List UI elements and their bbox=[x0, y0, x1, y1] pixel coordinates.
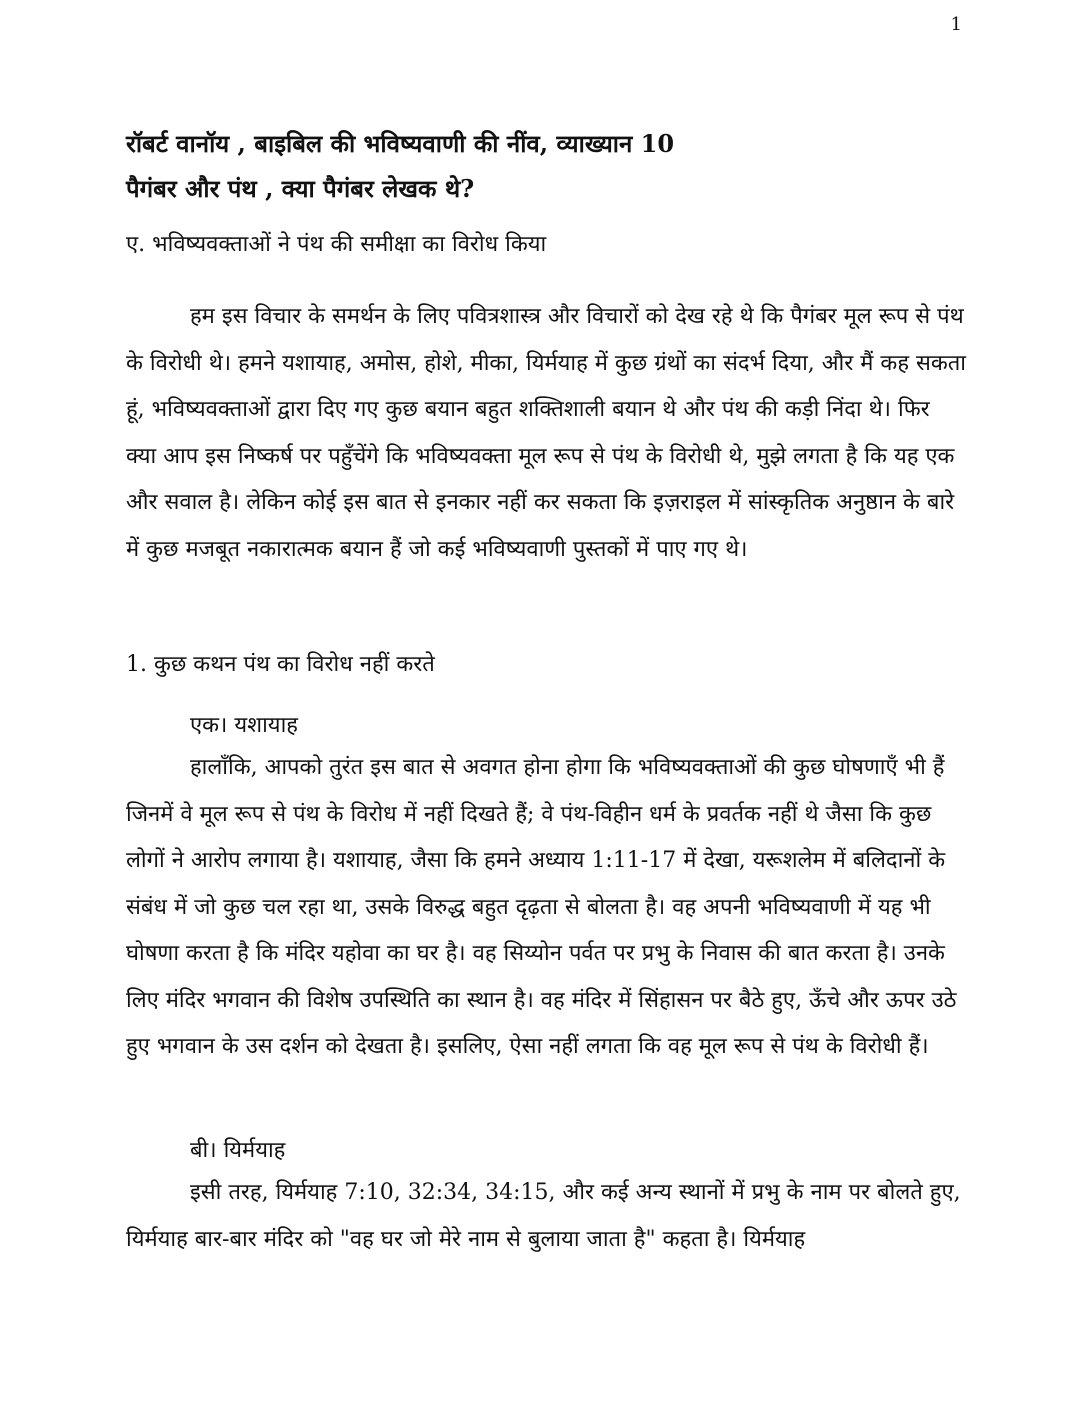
paragraph-2: हालाँकि, आपको तुरंत इस बात से अवगत होना होगा कि भविष्यवक्ताओं की कुछ घोषणाएँ भी हैं जिनमें वे मूल रूप से पंथ के विरोध में नहीं दिखते हैं; वे पंथ-विहीन धर्म के प्रवर्तक नहीं थे जैसा कि कुछ लोगों ने आरोप लगाया है। यशायाह, जैसा कि हमने अध्याय 1:11-17 में देखा, यरूशलेम में बलिदानों के संबंध में जो कुछ चल रहा था, उसके विरुद्ध बहुत दृढ़ता से बोलता है। वह अपनी भविष्यवाणी में यह भी घोषणा करता है कि मंदिर यहोवा का घर है। वह सिय्योन पर्वत पर प्रभु के निवास की बात करता है। उनके लिए मंदिर भगवान की विशेष उपस्थिति का स्थान है। वह मंदिर में सिंहासन पर बैठे हुए, ऊँचे और ऊपर उठे हुए भगवान के उस दर्शन को देखता है। इसलिए, ऐसा नहीं लगता कि वह मूल रूप से पंथ के विरोधी हैं। bbox=[126, 755, 957, 1059]
section-a-heading: ए. भविष्यवक्ताओं ने पंथ की समीक्षा का विरोध किया bbox=[126, 232, 547, 257]
section-1-heading: 1. कुछ कथन पंथ का विरोध नहीं करते bbox=[126, 652, 435, 677]
subheading-isaiah: एक। यशायाह bbox=[190, 713, 298, 738]
page-number: 1 bbox=[950, 14, 962, 35]
paragraph-1: हम इस विचार के समर्थन के लिए पवित्रशास्त्र और विचारों को देख रहे थे कि पैगंबर मूल रूप से पंथ के विरोधी थे। हमने यशायाह, अमोस, होशे, मीका, यिर्मयाह में कुछ ग्रंथों का संदर्भ दिया, और मैं कह सकता हूं, भविष्यवक्ताओं द्वारा दिए गए कुछ बयान बहुत शक्तिशाली बयान थे और पंथ की कड़ी निंदा थे। फिर क्या आप इस निष्कर्ष पर पहुँचेंगे कि भविष्यवक्ता मूल रूप से पंथ के विरोधी थे, मुझे लगता है कि यह एक और सवाल है। लेकिन कोई इस बात से इनकार नहीं कर सकता कि इज़राइल में सांस्कृतिक अनुष्ठान के बारे में कुछ मजबूत नकारात्मक बयान हैं जो कई भविष्यवाणी पुस्तकों में पाए गए थे। bbox=[126, 304, 967, 562]
paragraph-3: इसी तरह, यिर्मयाह 7:10, 32:34, 34:15, और कई अन्य स्थानों में प्रभु के नाम पर बोलते हुए, यिर्मयाह बार-बार मंदिर को "वह घर जो मेरे नाम से बुलाया जाता है" कहता है। यिर्मयाह bbox=[126, 1180, 961, 1252]
document-title-line-2: पैगंबर और पंथ , क्या पैगंबर लेखक थे? bbox=[126, 174, 475, 203]
document-title-line-1: रॉबर्ट वानॉय , बाइबिल की भविष्यवाणी की नींव, व्याख्यान 10 bbox=[126, 129, 675, 158]
subheading-jeremiah: बी। यिर्मयाह bbox=[190, 1138, 286, 1163]
